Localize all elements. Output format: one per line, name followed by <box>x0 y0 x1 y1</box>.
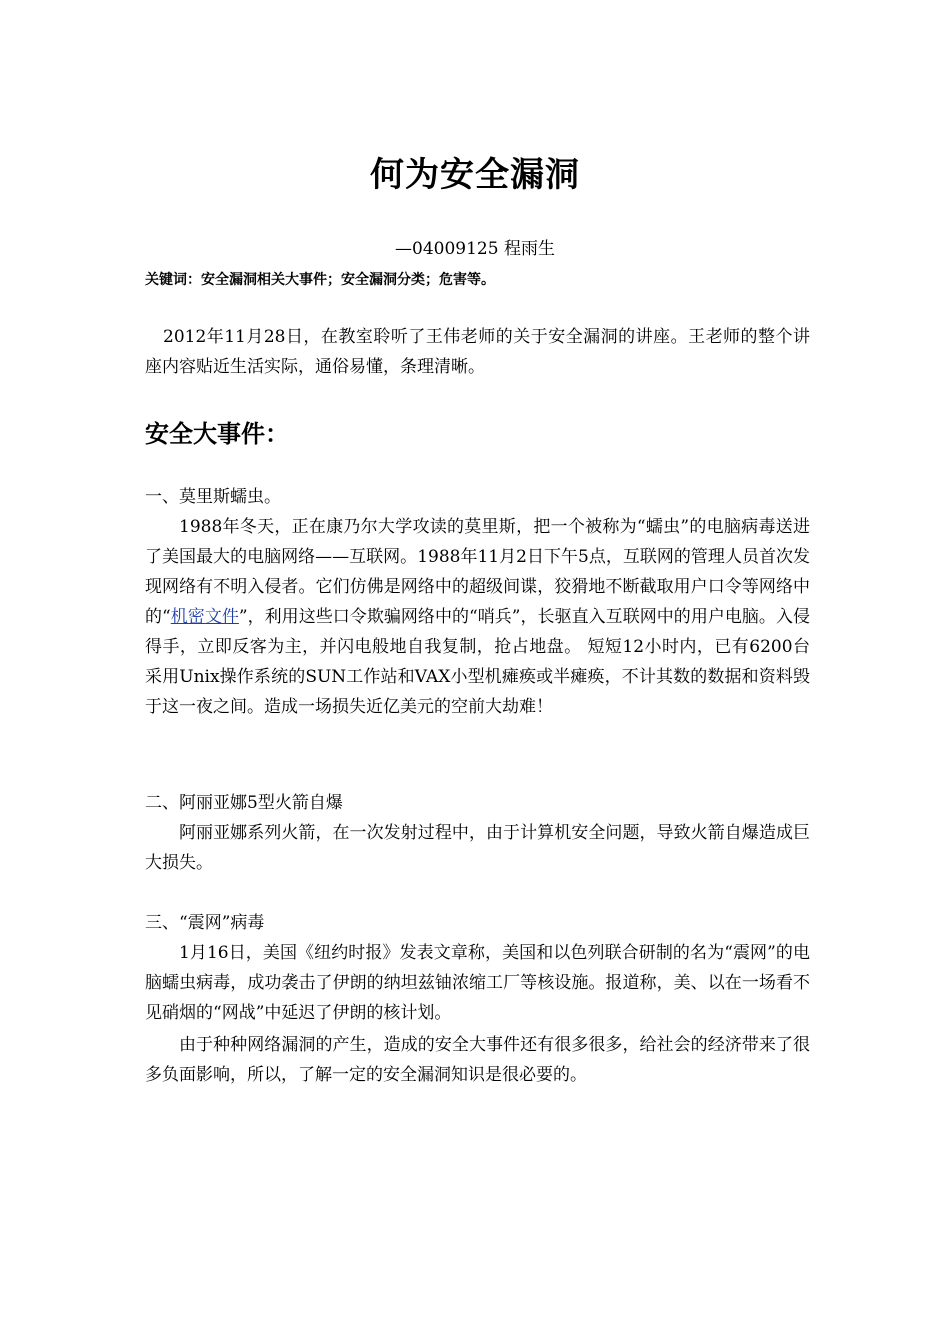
intro-paragraph: 2012年11月28日，在教室聆听了王伟老师的关于安全漏洞的讲座。王老师的整个讲座内容贴近生活实际，通俗易懂，条理清晰。 <box>145 327 810 377</box>
event-body-ariane: 阿丽亚娜系列火箭，在一次发射过程中，由于计算机安全问题，导致火箭自爆造成巨大损失。 <box>145 823 810 873</box>
conclusion-paragraph: 由于种种网络漏洞的产生，造成的安全大事件还有很多很多，给社会的经济带来了很多负面影响，所以，了解一定的安全漏洞知识是很必要的。 <box>145 1035 810 1085</box>
author-line: —04009125 程雨生 <box>395 239 555 259</box>
event-body-stuxnet: 1月16日，美国《纽约时报》发表文章称，美国和以色列联合研制的名为“震网”的电脑蠕虫病毒，成功袭击了伊朗的纳坦兹铀浓缩工厂等核设施。报道称，美、以在一场看不见硝烟的“网战”中延迟了伊朗的核计划。 <box>145 943 810 1023</box>
event-heading-ariane: 二、阿丽亚娜5型火箭自爆 <box>145 793 343 813</box>
event-body-morris-part2: ”，利用这些口令欺骗网络中的“哨兵”，长驱直入互联网中的用户电脑。入侵得手，立即反客为主，并闪电般地自我复制，抢占地盘。 短短12小时内，已有6200台采用Unix操作系统的SUN工作站和VAX小型机瘫痪或半瘫痪，不计其数的数据和资料毁于这一夜之间。造成一场损失近亿美元的空前大劫难！ <box>145 607 810 717</box>
event-heading-stuxnet: 三、“震网”病毒 <box>145 913 265 933</box>
event-heading-morris: 一、莫里斯蠕虫。 <box>145 487 281 507</box>
event-body-morris-part1: 1988年冬天，正在康乃尔大学攻读的莫里斯，把一个被称为“蠕虫”的电脑病毒送进了美国最大的电脑网络——互联网。1988年11月2日下午5点，互联网的管理人员首次发现网络有不明入侵者。它们仿佛是网络中的超级间谍，狡猾地不断截取用户口令等网络中的“ <box>145 517 810 627</box>
document-title: 何为安全漏洞 <box>370 155 580 195</box>
keywords-line: 关键词：安全漏洞相关大事件；安全漏洞分类；危害等。 <box>145 272 495 288</box>
event-body-morris <box>145 512 810 722</box>
confidential-files-link[interactable]: 机密文件 <box>170 607 239 627</box>
section-heading: 安全大事件： <box>145 420 289 448</box>
